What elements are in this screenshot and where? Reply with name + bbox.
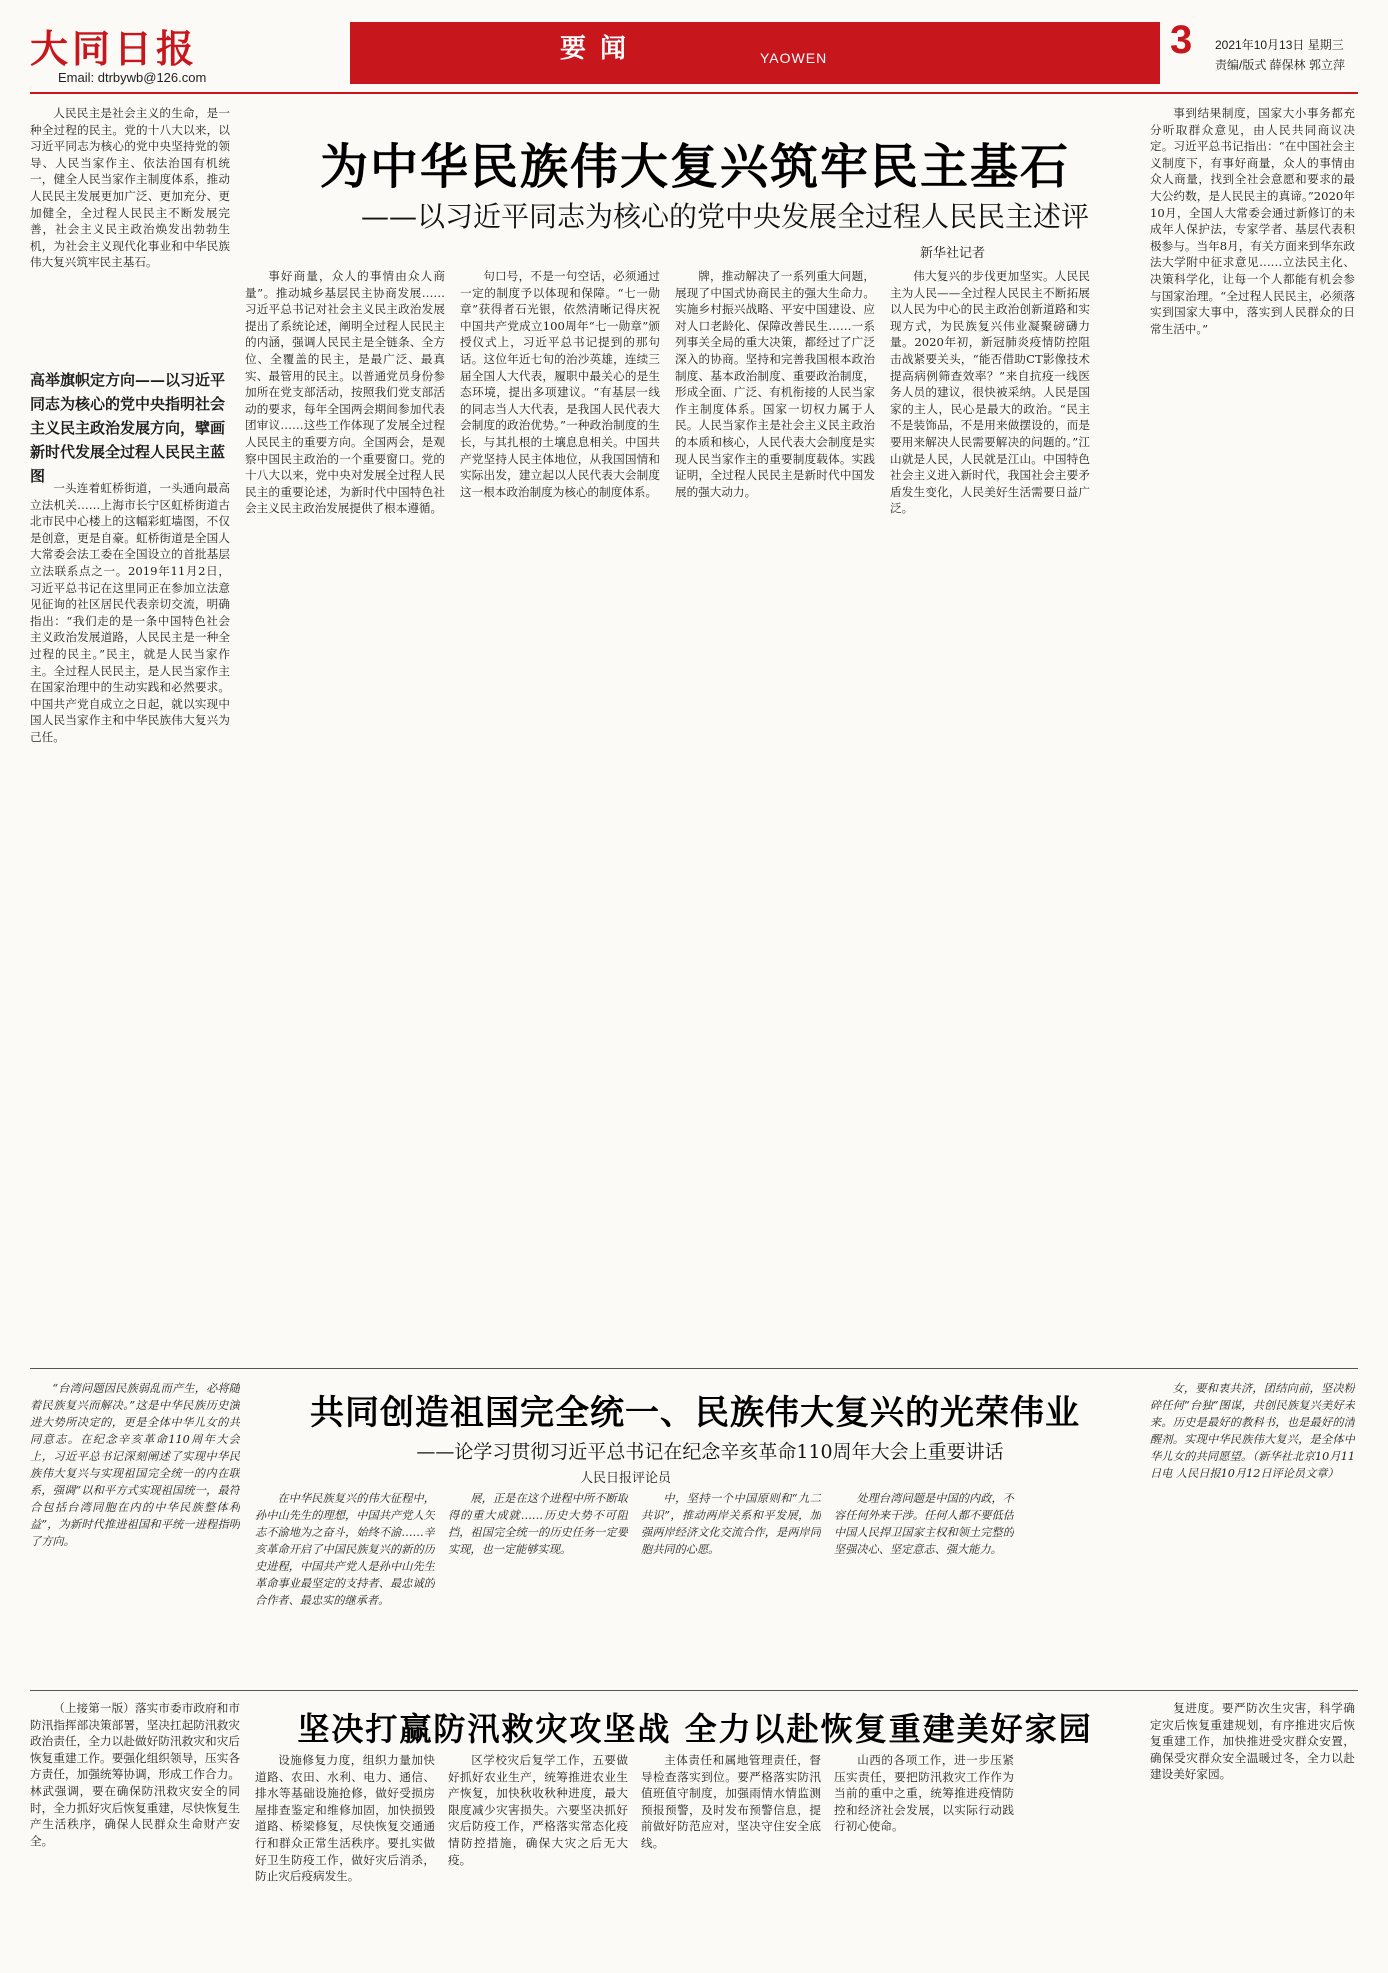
article1-subheadline: ——以习近平同志为核心的党中央发展全过程人民民主述评 bbox=[360, 200, 1089, 233]
page-number: 3 bbox=[1170, 18, 1193, 62]
email-address: Email: dtrbywb@126.com bbox=[58, 70, 207, 85]
article3-column-2: 设施修复力度，组织力量加快道路、农田、水利、电力、通信、排水等基础设施抢修，做好受损房屋排查鉴定和维修加固，加快损毁道路、桥梁修复，尽快恢复交通通行和群众正常生活秩序。要扎实做好卫生防疫工作，做好灾后消杀，防止灾后疫病发生。 bbox=[255, 1753, 435, 1884]
article1-column-2: 事好商量，众人的事情由众人商量”。推动城乡基层民主协商发展……习近平总书记对社会主义民主政治发展提出了系统论述，阐明全过程人民民主的内涵，强调人民民主是全链条、全方位、全覆盖的民主，是最广泛、最真实、最管用的民主。以普通党员身份参加所在党支部活动，按照我们党支部活动的要求，每年全国两会期间参加代表团审议……这些工作体现了发展全过程人民民主的重要方向。全国两会，是观察中国民主政治的一个重要窗口。党的十八大以来，党中央对发展全过程人民民主的重要论述，为新时代中国特色社会主义民主政治发展提供了根本遵循。 bbox=[245, 269, 445, 516]
section-label-en: YAOWEN bbox=[760, 50, 828, 66]
article2-headline: 共同创造祖国完全统一、民族伟大复兴的光荣伟业 bbox=[310, 1393, 1080, 1433]
article3-column-6: 复进度。要严防次生灾害，科学确定灾后恢复重建规划，有序推进灾后恢复重建工作，加快推进受灾群众安置，确保受灾群众安全温暖过冬，全力以赴建设美好家园。 bbox=[1150, 1701, 1355, 1782]
article3-column-1: （上接第一版）落实市委市政府和市防汛指挥部决策部署，坚决扛起防汛救灾政治责任，全力以赴做好防汛救灾和灾后恢复重建工作。要强化组织领导，压实各方责任，加强统筹协调，形成工作合力。林武强调，要在确保防汛救灾安全的同时，全力抓好灾后恢复重建，尽快恢复生产生活秩序，确保人民群众生命财产安全。 bbox=[30, 1701, 240, 1848]
article2-column-6: 女，要和衷共济，团结向前，坚决粉碎任何“台独”图谋，共创民族复兴美好未来。历史是最好的教科书，也是最好的清醒剂。实现中华民族伟大复兴，是全体中华儿女的共同愿望。（新华社北京10月11日电 人民日报10月12日评论员文章） bbox=[1150, 1382, 1355, 1480]
section-band bbox=[350, 22, 1160, 84]
article1-column-1: 一头连着虹桥街道，一头通向最高立法机关……上海市长宁区虹桥街道古北市民中心楼上的这幅彩虹墙图，不仅是创意，更是自豪。虹桥街道是全国人大常委会法工委在全国设立的首批基层立法联系点之一。2019年11月2日，习近平总书记在这里同正在参加立法意见征询的社区居民代表亲切交流，明确指出：“我们走的是一条中国特色社会主义政治发展道路，人民民主是一种全过程的民主。”民主，就是人民当家作主。全过程人民民主，是人民当家作主在国家治理中的生动实践和必然要求。中国共产党自成立之日起，就以实现中国人民当家作主和中华民族伟大复兴为己任。 bbox=[30, 481, 230, 744]
article3-headline: 坚决打赢防汛救灾攻坚战 全力以赴恢复重建美好家园 bbox=[297, 1710, 1093, 1748]
top-rule bbox=[30, 92, 1358, 94]
article1-column-6: 事到结果制度，国家大小事务都充分听取群众意见，由人民共同商议决定。习近平总书记指出：“在中国社会主义制度下，有事好商量，众人的事情由众人商量，找到全社会意愿和要求的最大公约数，是人民民主的真谛。”2020年10月，全国人大常委会通过新修订的未成年人保护法，专家学者、基层代表积极参与。当年8月，有关方面来到华东政法大学附中征求意见……立法民主化、决策科学化，让每一个人都能有机会参与国家治理。“全过程人民民主，必须落实到国家大事中，落实到人民群众的日常生活中。” bbox=[1150, 106, 1355, 336]
section-label: 要闻 bbox=[560, 34, 641, 64]
section-divider-2 bbox=[30, 1690, 1358, 1691]
section-divider-1 bbox=[30, 1368, 1358, 1369]
article1-column-4: 牌，推动解决了一系列重大问题，展现了中国式协商民主的强大生命力。实施乡村振兴战略、平安中国建设、应对人口老龄化、保障改善民生……一系列事关全局的重大决策，都经过了广泛深入的协商。坚持和完善我国根本政治制度、基本政治制度、重要政治制度，形成全面、广泛、有机衔接的人民当家作主制度体系。国家一切权力属于人民。人民当家作主是社会主义民主政治的本质和核心，人民代表大会制度是实现人民当家作主的重要制度载体。实践证明，全过程人民民主是新时代中国发展的强大动力。 bbox=[675, 269, 875, 499]
article1-headline: 为中华民族伟大复兴筑牢民主基石 bbox=[319, 139, 1070, 195]
article3-column-4: 主体责任和属地管理责任，督导检查落实到位。要严格落实防汛值班值守制度，加强雨情水情监测预报预警，及时发布预警信息，提前做好防范应对，坚决守住安全底线。 bbox=[641, 1753, 821, 1850]
article1-section-head: 高举旗帜定方向——以习近平同志为核心的党中央指明社会主义民主政治发展方向，擘画新时代发展全过程人民民主蓝图 bbox=[30, 371, 226, 485]
article3-column-3: 区学校灾后复学工作，五要做好抓好农业生产，统筹推进农业生产恢复，加快秋收秋种进度，最大限度减少灾害损失。六要坚决抓好灾后防疫工作，严格落实常态化疫情防控措施，确保大灾之后无大疫。 bbox=[448, 1753, 628, 1867]
issue-date: 2021年10月13日 星期三 bbox=[1215, 38, 1344, 52]
article2-column-4: 中，坚持一个中国原则和“九二共识”，推动两岸关系和平发展，加强两岸经济文化交流合作，是两岸同胞共同的心愿。 bbox=[641, 1492, 821, 1556]
article2-subheadline: ——论学习贯彻习近平总书记在纪念辛亥革命110周年大会上重要讲话 bbox=[416, 1441, 1004, 1463]
article2-column-2: 在中华民族复兴的伟大征程中，孙中山先生的理想，中国共产党人矢志不渝地为之奋斗，始终不渝……辛亥革命开启了中国民族复兴的新的历史进程，中国共产党人是孙中山先生革命事业最坚定的支持者、最忠诚的合作者、最忠实的继承者。 bbox=[255, 1492, 435, 1607]
article3-column-5: 山西的各项工作，进一步压紧压实责任，要把防汛救灾工作作为当前的重中之重，统筹推进疫情防控和经济社会发展，以实际行动践行初心使命。 bbox=[834, 1753, 1014, 1834]
newspaper-logo: 大同日报 bbox=[30, 26, 199, 71]
article2-column-1: “台湾问题因民族弱乱而产生，必将随着民族复兴而解决。”这是中华民族历史演进大势所决定的，更是全体中华儿女的共同意志。在纪念辛亥革命110周年大会上，习近平总书记深刻阐述了实现中华民族伟大复兴与实现祖国完全统一的内在联系，强调“以和平方式实现祖国统一，最符合包括台湾同胞在内的中华民族整体利益”，为新时代推进祖国和平统一进程指明了方向。 bbox=[30, 1382, 240, 1548]
editor-credits: 责编/版式 薛保林 郭立萍 bbox=[1215, 58, 1346, 72]
article2-author: 人民日报评论员 bbox=[580, 1470, 672, 1485]
article2-column-5: 处理台湾问题是中国的内政，不容任何外来干涉。任何人都不要低估中国人民捍卫国家主权和领土完整的坚强决心、坚定意志、强大能力。 bbox=[834, 1492, 1014, 1556]
article1-byline: 新华社记者 bbox=[920, 245, 986, 260]
article1-column-5: 伟大复兴的步伐更加坚实。人民民主为人民——全过程人民民主不断拓展以人民为中心的民主政治创新道路和实现方式，为民族复兴伟业凝聚磅礴力量。2020年初，新冠肺炎疫情防控阻击战紧要关头，“能否借助CT影像技术提高病例筛查效率？”来自抗疫一线医务人员的建议，很快被采纳。人民是国家的主人，民心是最大的政治。“民主不是装饰品，不是用来做摆设的，而是要用来解决人民需要解决的问题的。”江山就是人民，人民就是江山。中国特色社会主义进入新时代，我国社会主要矛盾发生变化，人民美好生活需要日益广泛。 bbox=[890, 269, 1090, 516]
article1-column-3: 句口号，不是一句空话，必须通过一定的制度予以体现和保障。“七一勋章”获得者石光银，依然清晰记得庆祝中国共产党成立100周年“七一勋章”颁授仪式上，习近平总书记提到的那句话。这位年近七旬的治沙英雄，连续三届全国人大代表，履职中最关心的是生态环境，提出多项建议。“有基层一线的同志当人大代表，是我国人民代表大会制度的政治优势。”一种政治制度的生长，与其扎根的土壤息息相关。中国共产党坚持人民主体地位，从我国国情和实际出发，建立起以人民代表大会制度这一根本政治制度为核心的制度体系。 bbox=[460, 269, 660, 499]
article1-lead: 人民民主是社会主义的生命，是一种全过程的民主。党的十八大以来，以习近平同志为核心的党中央坚持党的领导、人民当家作主、依法治国有机统一，健全人民当家作主制度体系，推动人民民主发展更加广泛、更加充分、更加健全，全过程人民民主不断发展完善，社会主义民主政治焕发出勃勃生机，为社会主义现代化事业和中华民族伟大复兴筑牢民主基石。 bbox=[30, 106, 230, 270]
article2-column-3: 展，正是在这个进程中所不断取得的重大成就……历史大势不可阻挡，祖国完全统一的历史任务一定要实现，也一定能够实现。 bbox=[448, 1492, 628, 1556]
